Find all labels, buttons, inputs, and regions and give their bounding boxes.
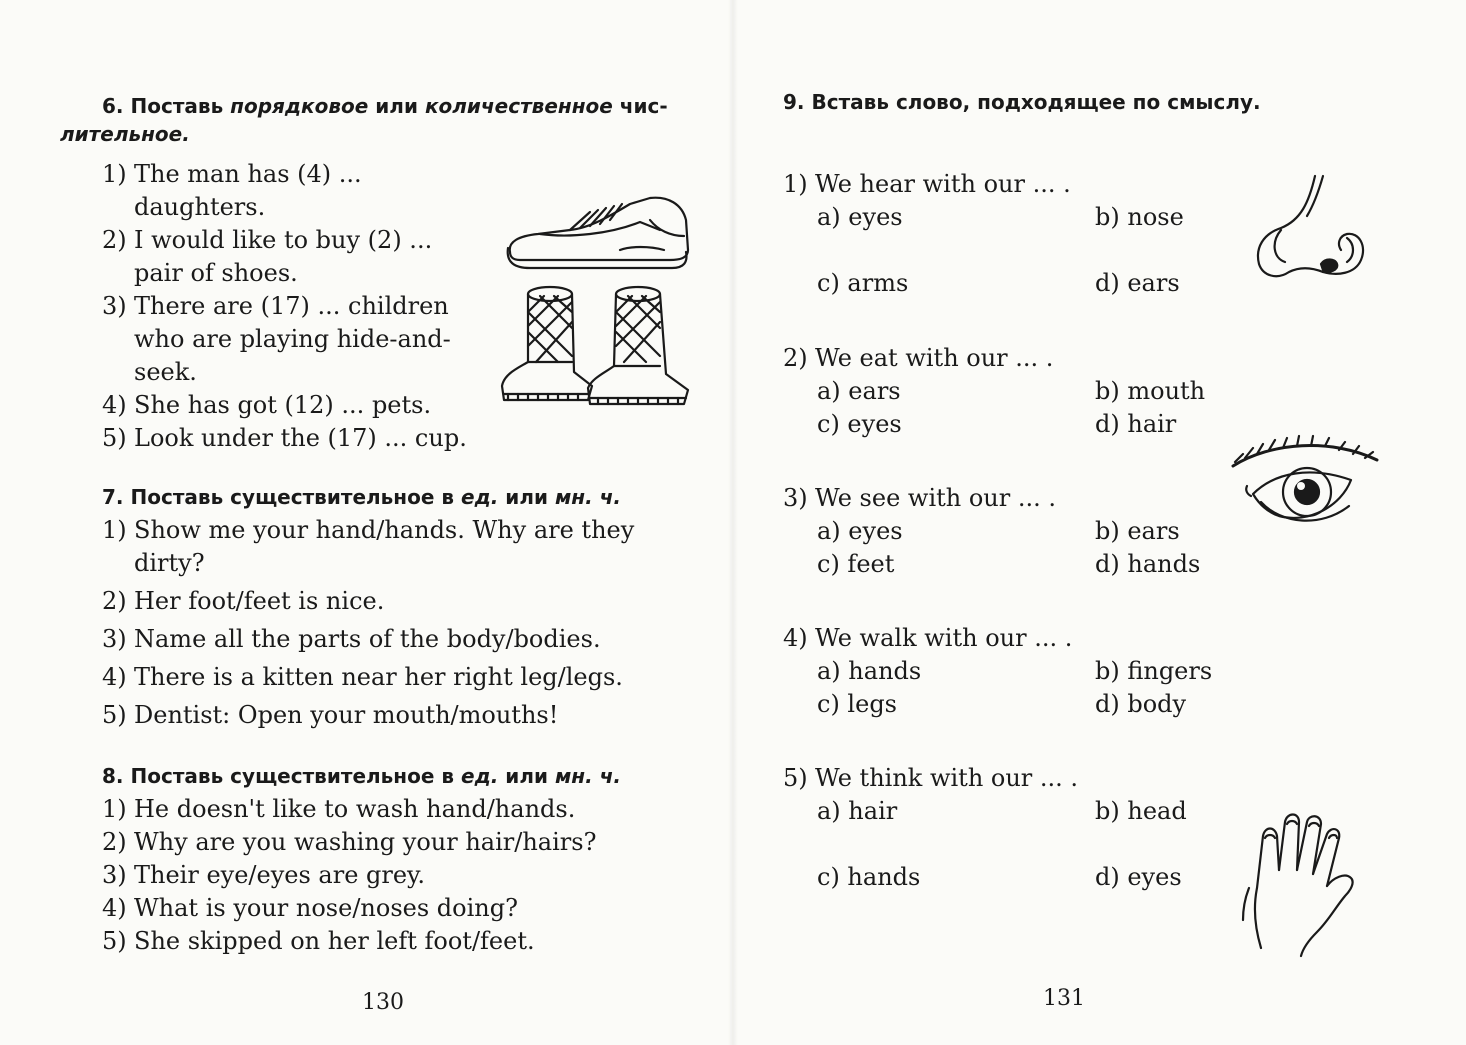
exercise-7-title: 7. Поставь существительное в ед. или мн. ч. — [102, 485, 622, 509]
ex9-q5-option-a: a) hair — [817, 797, 898, 825]
ex9-q3-option-a: a) eyes — [817, 517, 903, 545]
exercise-6-title: 6. Поставь порядковое или количественное чис- — [102, 94, 668, 118]
ex9-q2-option-c: c) eyes — [817, 410, 902, 438]
ex9-q3-option-d: d) hands — [1095, 550, 1201, 578]
ex9-q1-option-d: d) ears — [1095, 269, 1180, 297]
ex9-question-2: 2) We eat with our ... . — [783, 344, 1054, 372]
ex8-item-5: 5) She skipped on her left foot/feet. — [102, 927, 535, 955]
ex9-q2-option-b: b) mouth — [1095, 377, 1206, 405]
ex6-item-3: 3) There are (17) ... children who are playing hide-and- seek. — [102, 292, 451, 386]
ex7-item-3: 3) Name all the parts of the body/bodies. — [102, 625, 601, 653]
exercise-6-title-continued: лительное. — [60, 122, 190, 146]
hand-icon — [1241, 808, 1371, 958]
ex9-question-1: 1) We hear with our ... . — [783, 170, 1071, 198]
ex6-item-2: 2) I would like to buy (2) ... pair of shoes. — [102, 226, 433, 287]
ex9-question-3: 3) We see with our ... . — [783, 484, 1056, 512]
right-page — [733, 0, 1466, 1045]
eye-icon — [1231, 432, 1381, 532]
ex9-q2-option-d: d) hair — [1095, 410, 1177, 438]
ex6-item-4: 4) She has got (12) ... pets. — [102, 391, 432, 419]
ex9-q4-option-c: c) legs — [817, 690, 897, 718]
ex9-q3-option-b: b) ears — [1095, 517, 1180, 545]
ex9-q5-option-d: d) eyes — [1095, 863, 1182, 891]
boots-icon — [498, 282, 693, 412]
ex9-q2-option-a: a) ears — [817, 377, 901, 405]
ex9-q3-option-c: c) feet — [817, 550, 895, 578]
shoes-icon — [500, 190, 695, 272]
exercise-9-title: 9. Вставь слово, подходящее по смыслу. — [783, 90, 1261, 114]
ex6-item-1: 1) The man has (4) ... daughters. — [102, 160, 362, 221]
ex7-item-1: 1) Show me your hand/hands. Why are they dirty? — [102, 516, 635, 577]
ex9-q1-option-c: c) arms — [817, 269, 909, 297]
ex8-item-1: 1) He doesn't like to wash hand/hands. — [102, 795, 576, 823]
ex7-item-5: 5) Dentist: Open your mouth/mouths! — [102, 701, 559, 729]
ex9-q4-option-b: b) fingers — [1095, 657, 1213, 685]
page-number-left: 130 — [362, 990, 404, 1015]
ex9-q1-option-a: a) eyes — [817, 203, 903, 231]
ex9-question-5: 5) We think with our ... . — [783, 764, 1079, 792]
ex8-item-4: 4) What is your nose/noses doing? — [102, 894, 518, 922]
ex7-item-4: 4) There is a kitten near her right leg/legs. — [102, 663, 623, 691]
ex9-q4-option-a: a) hands — [817, 657, 922, 685]
ex9-q5-option-c: c) hands — [817, 863, 921, 891]
ex8-item-2: 2) Why are you washing your hair/hairs? — [102, 828, 597, 856]
ex8-item-3: 3) Their eye/eyes are grey. — [102, 861, 426, 889]
ex6-item-5: 5) Look under the (17) ... cup. — [102, 424, 467, 452]
ex9-q5-option-b: b) head — [1095, 797, 1187, 825]
page-number-right: 131 — [1043, 986, 1085, 1011]
ex9-q1-option-b: b) nose — [1095, 203, 1184, 231]
ex7-item-2: 2) Her foot/feet is nice. — [102, 587, 385, 615]
ex9-question-4: 4) We walk with our ... . — [783, 624, 1073, 652]
ex9-q4-option-d: d) body — [1095, 690, 1187, 718]
nose-icon — [1251, 172, 1371, 284]
exercise-8-title: 8. Поставь существительное в ед. или мн. ч. — [102, 764, 622, 788]
